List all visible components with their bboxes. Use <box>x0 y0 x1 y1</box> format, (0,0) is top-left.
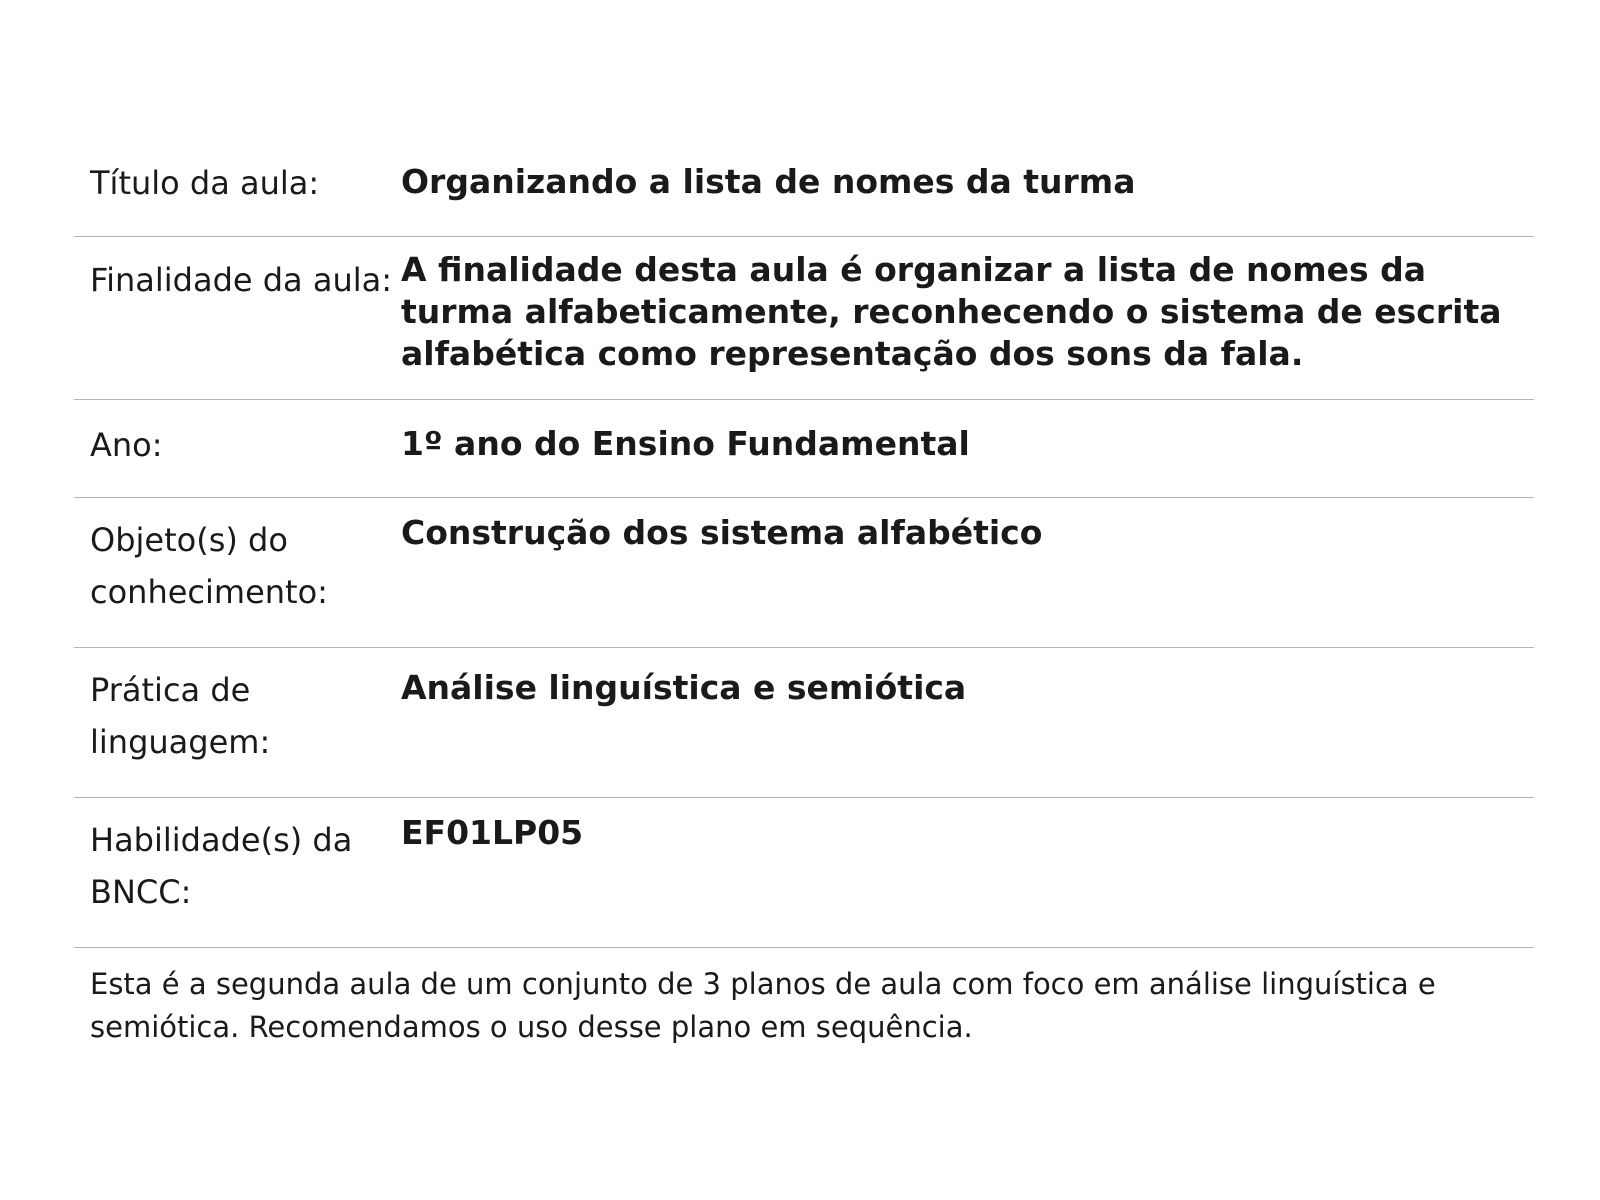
bncc-skills-value: EF01LP05 <box>401 813 584 852</box>
row-school-year <box>74 400 1534 498</box>
lesson-title-label: Título da aula: <box>90 164 320 202</box>
lesson-purpose-label: Finalidade da aula: <box>90 261 392 299</box>
knowledge-objects-label: Objeto(s) do conhecimento: <box>90 521 328 611</box>
lesson-purpose-value: A finalidade desta aula é organizar a lista de nomes da turma alfabeticamente, reconhecendo o sistema de escrita alfabética como representação dos sons da fala. <box>401 250 1502 373</box>
lesson-title-value: Organizando a lista de nomes da turma <box>401 162 1136 201</box>
language-practice-value: Análise linguística e semiótica <box>401 668 967 707</box>
row-language-practice <box>74 648 1534 798</box>
row-knowledge-objects <box>74 498 1534 648</box>
knowledge-objects-value: Construção dos sistema alfabético <box>401 513 1043 552</box>
language-practice-label: Prática de linguagem: <box>90 671 271 761</box>
row-bncc-skills <box>74 798 1534 948</box>
row-lesson-purpose <box>74 237 1534 400</box>
school-year-value: 1º ano do Ensino Fundamental <box>401 424 970 463</box>
lesson-plan-table <box>74 140 1534 1049</box>
row-lesson-title <box>74 140 1534 237</box>
school-year-label: Ano: <box>90 426 163 464</box>
sequence-note: Esta é a segunda aula de um conjunto de 3 planos de aula com foco em análise linguística e semiótica. Recomendamos o uso desse plano em sequência. <box>90 967 1436 1044</box>
bncc-skills-label: Habilidade(s) da BNCC: <box>90 821 353 911</box>
